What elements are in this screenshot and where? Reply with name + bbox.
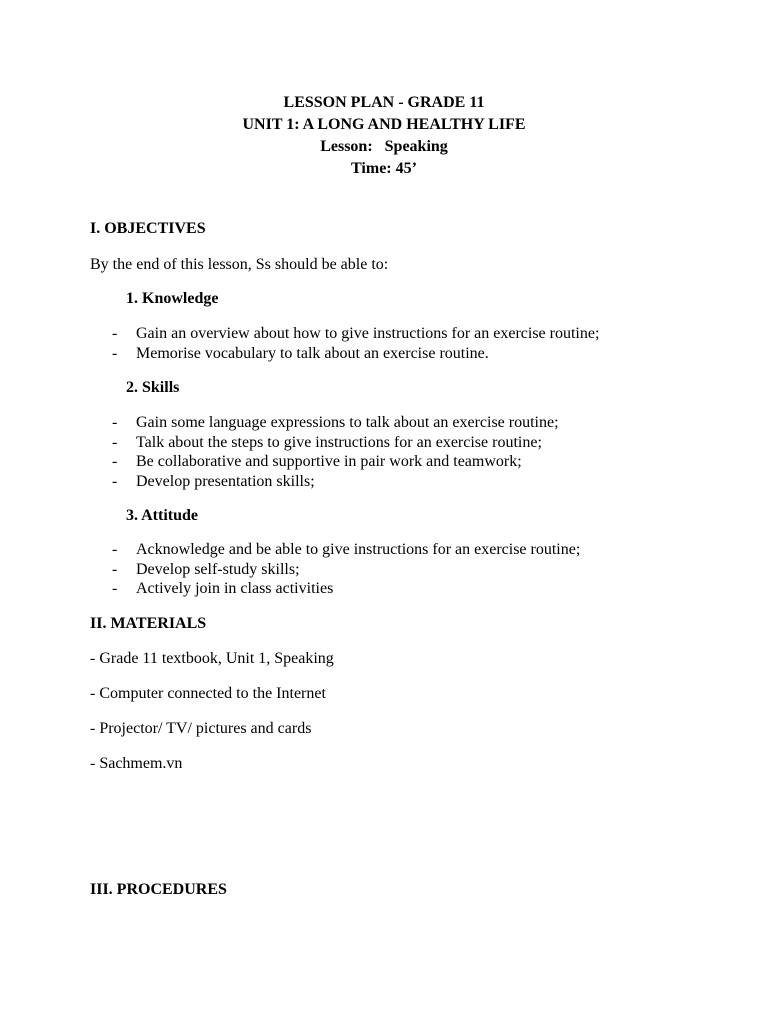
list-item: - Develop self-study skills; xyxy=(112,560,300,578)
skills-title: 2. Skills xyxy=(126,379,180,396)
dash-bullet: - xyxy=(112,325,118,342)
materials-heading: II. MATERIALS xyxy=(90,615,207,632)
dash-bullet: - xyxy=(112,453,118,470)
materials-item: - Grade 11 textbook, Unit 1, Speaking xyxy=(90,650,334,667)
dash-bullet: - xyxy=(112,541,118,558)
procedures-heading: III. PROCEDURES xyxy=(90,881,227,898)
header-lesson: Lesson: Speaking xyxy=(320,138,448,155)
objectives-heading: I. OBJECTIVES xyxy=(90,220,206,237)
knowledge-title: 1. Knowledge xyxy=(126,290,219,307)
materials-item: - Sachmem.vn xyxy=(90,755,183,772)
materials-item: - Projector/ TV/ pictures and cards xyxy=(90,720,312,737)
knowledge-list xyxy=(112,324,599,363)
list-item: - Actively join in class activities xyxy=(112,580,334,597)
lesson-header xyxy=(0,92,768,180)
list-item: - Gain an overview about how to give instructions for an exercise routine; xyxy=(112,325,600,342)
list-item: - Gain some language expressions to talk about an exercise routine; xyxy=(112,414,559,431)
dash-bullet: - xyxy=(112,472,118,490)
materials-item: - Computer connected to the Internet xyxy=(90,685,326,702)
dash-bullet: - xyxy=(112,344,118,362)
dash-bullet: - xyxy=(112,580,118,597)
list-item: - Be collaborative and supportive in pair work and teamwork; xyxy=(112,453,522,470)
dash-bullet: - xyxy=(112,560,118,578)
list-item: - Develop presentation skills; xyxy=(112,472,315,490)
list-item: - Talk about the steps to give instructions for an exercise routine; xyxy=(112,433,542,451)
dash-bullet: - xyxy=(112,414,118,431)
list-item: - Memorise vocabulary to talk about an exercise routine. xyxy=(112,344,489,362)
header-unit: UNIT 1: A LONG AND HEALTHY LIFE xyxy=(242,116,526,133)
header-title: LESSON PLAN - GRADE 11 xyxy=(283,94,485,111)
skills-list xyxy=(112,413,559,491)
dash-bullet: - xyxy=(112,433,118,451)
list-item: - Acknowledge and be able to give instructions for an exercise routine; xyxy=(112,541,581,558)
attitude-list xyxy=(112,540,580,599)
objectives-intro: By the end of this lesson, Ss should be able to: xyxy=(90,256,389,273)
header-time: Time: 45’ xyxy=(351,160,417,177)
attitude-title: 3. Attitude xyxy=(126,507,198,524)
